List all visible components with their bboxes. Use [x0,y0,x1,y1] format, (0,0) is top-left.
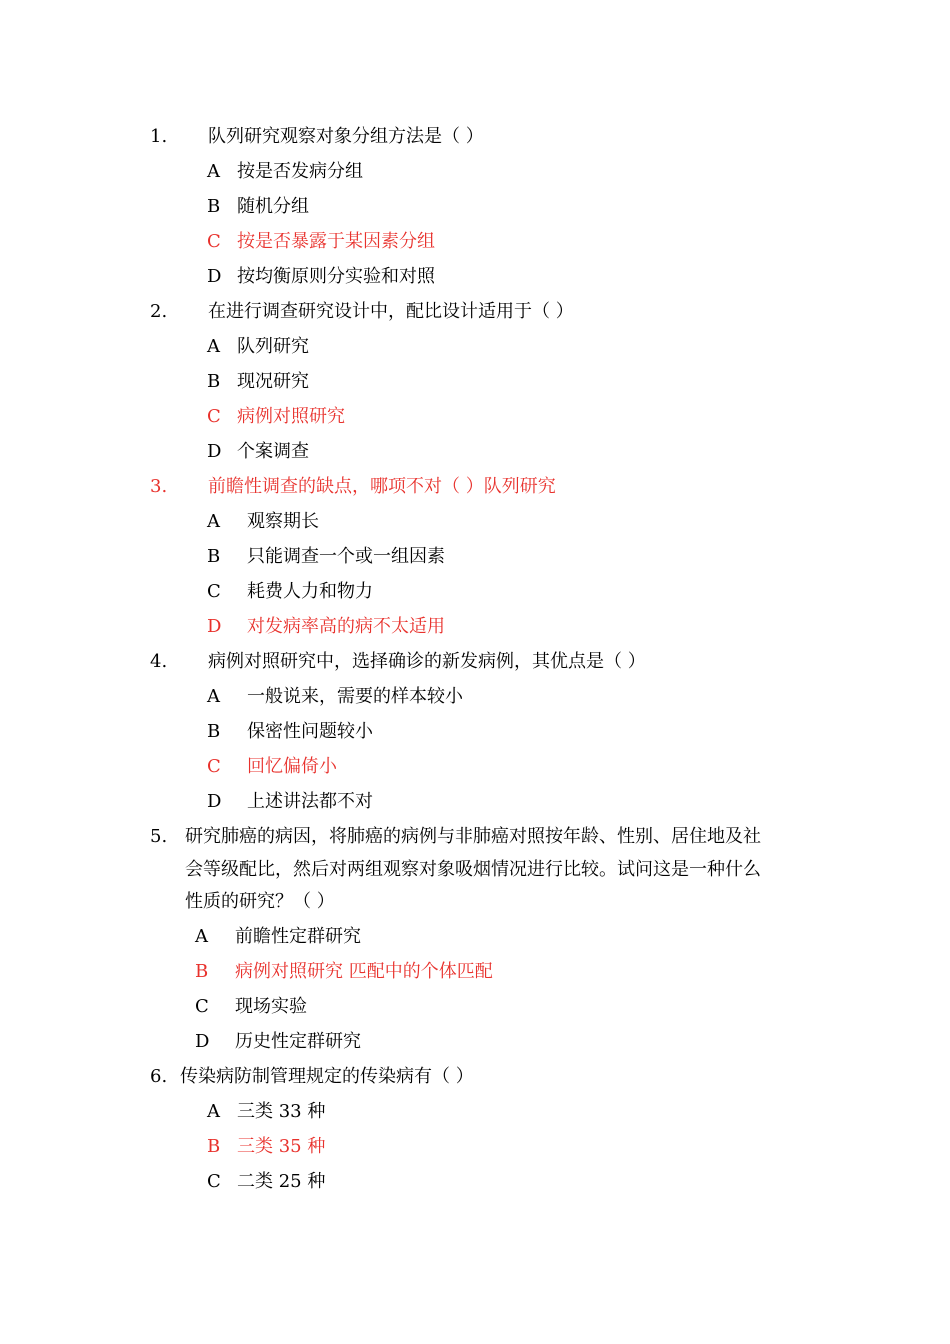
option-1b [207,195,309,219]
question-4 [150,650,646,674]
question-number: 2. [150,301,168,322]
option-text: 耗费人力和物力 [247,581,373,602]
option-5b-answer [195,960,493,984]
question-6 [150,1065,474,1089]
option-letter: A [195,926,208,947]
option-3c [207,580,373,604]
option-4a [207,685,463,709]
question-number: 3. [150,476,168,497]
option-letter: C [207,1171,221,1192]
question-2 [150,300,574,324]
option-text: 观察期长 [247,511,319,532]
option-text: 一般说来，需要的样本较小 [247,686,463,707]
option-text: 保密性问题较小 [247,721,373,742]
option-letter: D [207,441,222,462]
option-6c [207,1170,325,1194]
option-letter: A [207,1101,220,1122]
option-letter: B [207,196,221,217]
option-text: 按是否暴露于某因素分组 [237,231,435,252]
option-text: 按是否发病分组 [237,161,363,182]
option-letter: C [195,996,209,1017]
option-letter: B [207,721,221,742]
option-2a [207,335,309,359]
option-letter: D [207,266,222,287]
option-4b [207,720,373,744]
question-5-stem-line-2 [185,858,761,882]
option-text: 二类 25 种 [237,1171,326,1192]
question-5-stem-line-3 [185,890,335,914]
option-2c-answer [207,405,345,429]
question-number: 1. [150,126,168,147]
question-number: 5. [150,826,168,847]
question-stem-line-3: 性质的研究？（ ） [185,891,335,912]
question-number: 6. [150,1066,168,1087]
option-5d [195,1030,361,1054]
question-stem-line-1: 研究肺癌的病因，将肺癌的病例与非肺癌对照按年龄、性别、居住地及社 [185,826,761,847]
option-1d [207,265,435,289]
option-letter: A [207,161,220,182]
option-text: 上述讲法都不对 [247,791,373,812]
option-letter: A [207,336,220,357]
option-2b [207,370,309,394]
option-text: 对发病率高的病不太适用 [247,616,445,637]
option-3b [207,545,445,569]
option-letter: D [207,616,222,637]
question-number: 4. [150,651,168,672]
question-1 [150,125,484,149]
option-text: 随机分组 [237,196,309,217]
option-letter: A [207,686,220,707]
option-3d-answer [207,615,445,639]
question-stem: 在进行调查研究设计中，配比设计适用于（ ） [208,301,574,322]
option-letter: C [207,581,221,602]
option-text: 只能调查一个或一组因素 [247,546,445,567]
option-4d [207,790,373,814]
option-1a [207,160,363,184]
option-6b-answer [207,1135,325,1159]
option-text: 病例对照研究 [237,406,345,427]
option-text: 前瞻性定群研究 [235,926,361,947]
option-text: 历史性定群研究 [235,1031,361,1052]
question-stem: 传染病防制管理规定的传染病有（ ） [180,1066,474,1087]
option-6a [207,1100,325,1124]
option-text: 队列研究 [237,336,309,357]
option-letter: C [207,231,221,252]
question-stem: 队列研究观察对象分组方法是（ ） [208,126,484,147]
option-letter: D [207,791,222,812]
question-5 [150,825,761,849]
question-stem: 前瞻性调查的缺点，哪项不对（ ）队列研究 [208,476,556,497]
option-letter: A [207,511,220,532]
option-letter: C [207,756,221,777]
option-letter: D [195,1031,210,1052]
option-text: 现场实验 [235,996,307,1017]
option-text: 按均衡原则分实验和对照 [237,266,435,287]
option-text: 个案调查 [237,441,309,462]
option-text: 三类 33 种 [237,1101,326,1122]
option-text: 回忆偏倚小 [247,756,337,777]
option-letter: B [195,961,209,982]
option-3a [207,510,319,534]
option-5a [195,925,361,949]
option-text: 现况研究 [237,371,309,392]
question-stem-line-2: 会等级配比，然后对两组观察对象吸烟情况进行比较。试问这是一种什么 [185,859,761,880]
option-text: 病例对照研究 匹配中的个体匹配 [235,961,493,982]
option-4c-answer [207,755,337,779]
option-letter: B [207,1136,221,1157]
option-letter: C [207,406,221,427]
question-3 [150,475,556,499]
option-5c [195,995,307,1019]
option-letter: B [207,371,221,392]
option-text: 三类 35 种 [237,1136,326,1157]
option-1c-answer [207,230,435,254]
question-stem: 病例对照研究中，选择确诊的新发病例，其优点是（ ） [208,651,646,672]
option-2d [207,440,309,464]
option-letter: B [207,546,221,567]
